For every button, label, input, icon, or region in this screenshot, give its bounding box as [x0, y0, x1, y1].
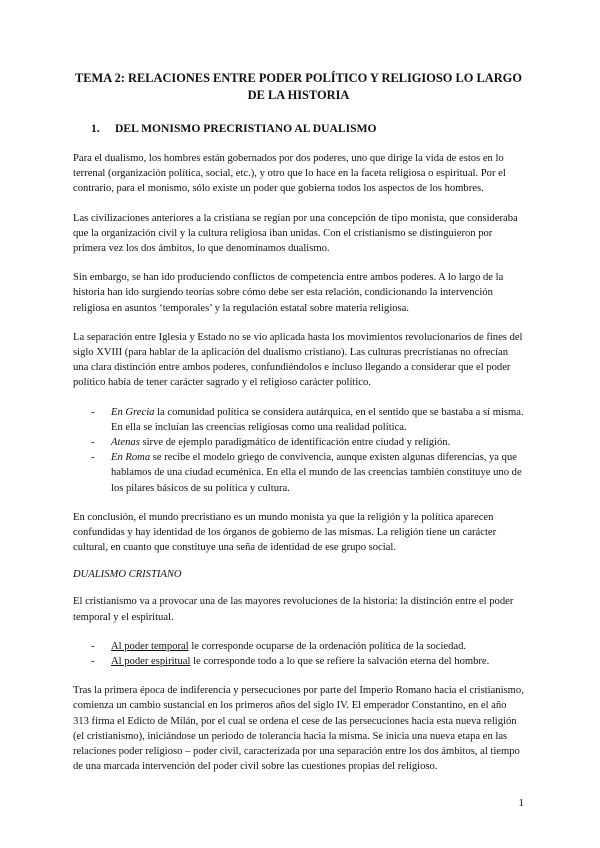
dash-bullet: - [91, 406, 95, 418]
section-heading-text: DEL MONISMO PRECRISTIANO AL DUALISMO [115, 122, 377, 135]
section-number: 1. [91, 122, 100, 135]
list-item-emphasis: En Roma [111, 452, 151, 464]
list-item-text: se recibe el modelo griego de convivencia, aunque existen algunas diferencias, ya que hablamos de una ciudad ecuménica. En ella el mundo de las creencias también constituye uno de los pilares básicos de su política y cultura. [111, 452, 522, 494]
dash-bullet: - [91, 656, 95, 668]
list-item-text: le corresponde ocuparse de la ordenación política de la sociedad. [188, 640, 467, 652]
subheading-dualismo-cristiano: DUALISMO CRISTIANO [73, 569, 182, 581]
list-item-text: la comunidad política se considera autárquica, en el sentido que se bastaba a sí misma. En ella se incluían las creencias religiosas como una realidad política. [111, 406, 524, 433]
document-title: TEMA 2: RELACIONES ENTRE PODER POLÍTICO Y RELIGIOSO LO LARGO DE LA HISTORIA [75, 71, 522, 102]
list-item-underlined: Al poder temporal [111, 640, 189, 652]
paragraph-imperio-romano: Tras la primera época de indiferencia y persecuciones por parte del Imperio Romano hacia el cristianismo, comienza un cambio sustancial en los primeros años del siglo IV. El emperador Constantino, en el año 313 firma el Edicto de Milán, por el cual se ordena el cese de las persecuciones hacia esta nueva religión (el cristianismo), iniciándose un periodo de tolerancia hacia la misma. Se inicia una nueva etapa en las relaciones poder religioso – poder civil, caracterizada por una separación entre los dos ámbitos, al tiempo de una marcada intervención del poder civil sobre las cuestiones propias del religioso. [73, 685, 524, 773]
list-item [73, 405, 524, 435]
dash-bullet: - [91, 437, 95, 449]
poderes-list [73, 639, 524, 669]
list-item-emphasis: En Grecia [111, 406, 155, 418]
paragraph-separacion: La separación entre Iglesia y Estado no se vio aplicada hasta los movimientos revolucionarios de fines del siglo XVIII (para hablar de la aplicación del dualismo cristiano). Las culturas precristianas no ofrecían una clara distinción entre ambos poderes, confundiéndolos e incluso llegando a considerar que el poder político había de tener carácter sagrado y el religioso carácter político. [73, 331, 523, 389]
section-heading [91, 122, 524, 135]
list-item [73, 654, 524, 669]
paragraph-cristianismo: El cristianismo va a provocar una de las mayores revoluciones de la historia: la distinción entre el poder temporal y el espiritual. [73, 596, 514, 623]
paragraph-dualismo: Para el dualismo, los hombres están gobernados por dos poderes, uno que dirige la vida de estos en lo terrenal (organización política, social, etc.), y otro que lo hace en la faceta religiosa o espiritual. Por el contrario, para el monismo, sólo existe un poder que gobierna todos los aspectos de los hombres. [73, 153, 506, 195]
list-item-emphasis: Atenas [111, 437, 140, 449]
list-item [73, 639, 524, 654]
paragraph-civilizaciones: Las civilizaciones anteriores a la cristiana se regían por una concepción de tipo monista, que consideraba que la organización civil y la cultura religiosa iban unidas. Con el cristianismo se distinguieron por primera vez los dos ámbitos, lo que denominamos dualismo. [73, 212, 518, 255]
list-item-text: sirve de ejemplo paradigmático de identificación entre ciudad y religión. [139, 437, 451, 449]
list-item-text: le corresponde todo a lo que se refiere la salvación eterna del hombre. [190, 656, 490, 668]
dash-bullet: - [91, 640, 95, 652]
paragraph-conclusion: En conclusión, el mundo precristiano es un mundo monista ya que la religión y la política aparecen confundidas y hay identidad de los órganos de gobierno de las mismas. La religión tiene un carácter cultural, en cuanto que constituye una seña de identidad de ese grupo social. [73, 511, 497, 554]
page-number: 1 [518, 797, 524, 809]
list-item [73, 450, 524, 496]
dash-bullet: - [91, 452, 95, 464]
list-item [73, 435, 524, 450]
precristian-list [73, 405, 524, 496]
paragraph-conflictos: Sin embargo, se han ido produciendo conflictos de competencia entre ambos poderes. A lo largo de la historia han ido surgiendo teorías sobre cómo debe ser esta relación, condicionando la intervención religiosa en asuntos ‘temporales’ y la regulación estatal sobre materia religiosa. [73, 272, 504, 314]
list-item-underlined: Al poder espiritual [111, 656, 191, 668]
